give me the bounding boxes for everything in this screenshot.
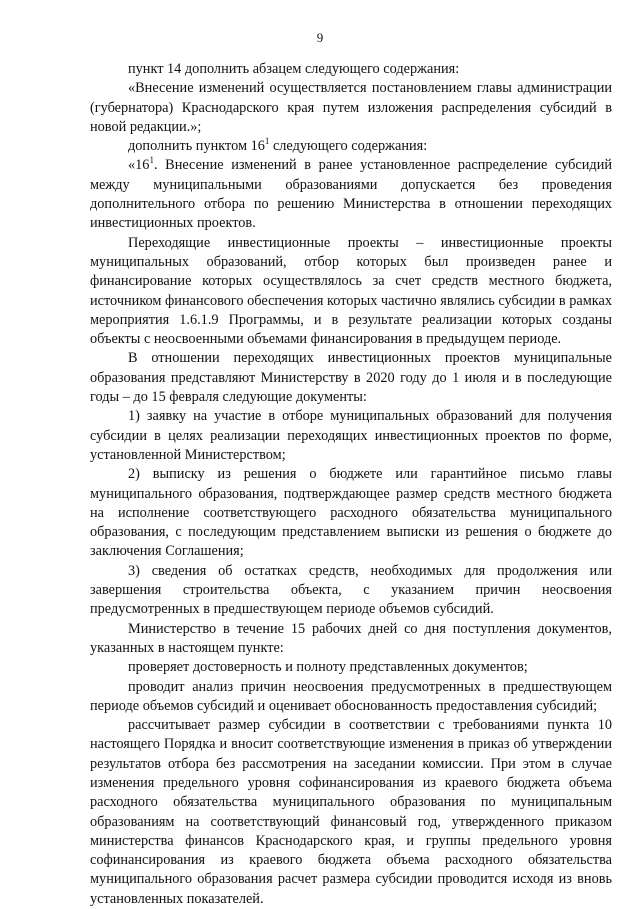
paragraph-amend-point-14: пункт 14 дополнить абзацем следующего содержания: xyxy=(128,61,460,77)
paragraph-analyzes-reasons: проводит анализ причин неосвоения предусмотренных в предшествующем периоде объемов субсидий и оценивает обоснованность предоставления субсидий; xyxy=(90,678,612,714)
document-body xyxy=(90,60,612,909)
paragraph-calculates-subsidy: рассчитывает размер субсидии в соответствии с требованиями пункта 10 настоящего Порядка и вносит соответствующие изменения в приказ об утверждении результатов отбора без рассмотрения на заседании комиссии. При этом в случае изменения предельного уровня софинансирования из краевого бюджета объема расходного обязательства муниципального образования по муниципальным образованиям на соответствующий финансовый год, утвержденного приказом министерства финансов Краснодарского края, и группы предельного уровня софинансирования из краевого бюджета объема расходного обязательства муниципального образования расчет размера субсидии проводится исходя из вновь установленных показателей. xyxy=(90,717,612,907)
superscript-index: 1 xyxy=(264,136,270,147)
paragraph-point-16-1-text xyxy=(90,156,612,233)
list-item-budget-extract: 2) выписку из решения о бюджете или гарантийное письмо главы муниципального образования, подтверждающее размер средств местного бюджета на исполнение соответствующего расходного обязательства муниципального образования, с последующим представлением выписки из решения о бюджете до заключения Соглашения; xyxy=(90,466,612,560)
paragraph-text-part: «16 xyxy=(128,157,150,174)
page-number: 9 xyxy=(316,30,324,45)
paragraph-text-part: . Внесение изменений в ранее установленное распределение субсидий между муниципальными образованиями допускается без проведения дополнительного отбора по решению Министерства в отношении переходящих инвестиционных проектов. xyxy=(90,157,612,232)
list-item-application: 1) заявку на участие в отборе муниципальных образований для получения субсидии в целях реализации переходящих инвестиционных проектов по форме, установленной Министерством; xyxy=(90,408,612,463)
list-item-remaining-funds: 3) сведения об остатках средств, необходимых для продолжения или завершения строительства объекта, с указанием причин неосвоения предусмотренных в предшествующем периоде объемов субсидий. xyxy=(90,562,612,618)
superscript-index: 1 xyxy=(149,155,154,166)
paragraph-add-point-16-1 xyxy=(90,137,612,156)
paragraph-text-part: следующего содержания: xyxy=(269,138,428,155)
paragraph-text-part: дополнить пунктом 16 xyxy=(128,138,265,155)
paragraph-quote-amendment-procedure: «Внесение изменений осуществляется постановлением главы администрации (губернатора) Краснодарского края путем изложения распределения субсидий в новой редакции.»; xyxy=(90,80,612,135)
paragraph-documents-submission: В отношении переходящих инвестиционных проектов муниципальные образования представляют Министерству в 2020 году до 1 июля и в последующие годы – до 15 февраля следующие документы: xyxy=(90,350,612,406)
paragraph-checks-documents: проверяет достоверность и полноту представленных документов; xyxy=(128,659,528,676)
paragraph-transitional-projects-definition: Переходящие инвестиционные проекты – инвестиционные проекты муниципальных образований, отбор которых был произведен ранее и финансирование которых осуществлялось за счет средств местного бюджета, источником финансового обеспечения которых частично являлись субсидии в рамках мероприятия 1.6.1.9 Программы, и в результате реализации которых созданы объекты с неосвоенными объемами финансирования в предыдущем периоде. xyxy=(90,234,612,348)
paragraph-ministry-review: Министерство в течение 15 рабочих дней со дня поступления документов, указанных в настоящем пункте: xyxy=(90,620,612,656)
